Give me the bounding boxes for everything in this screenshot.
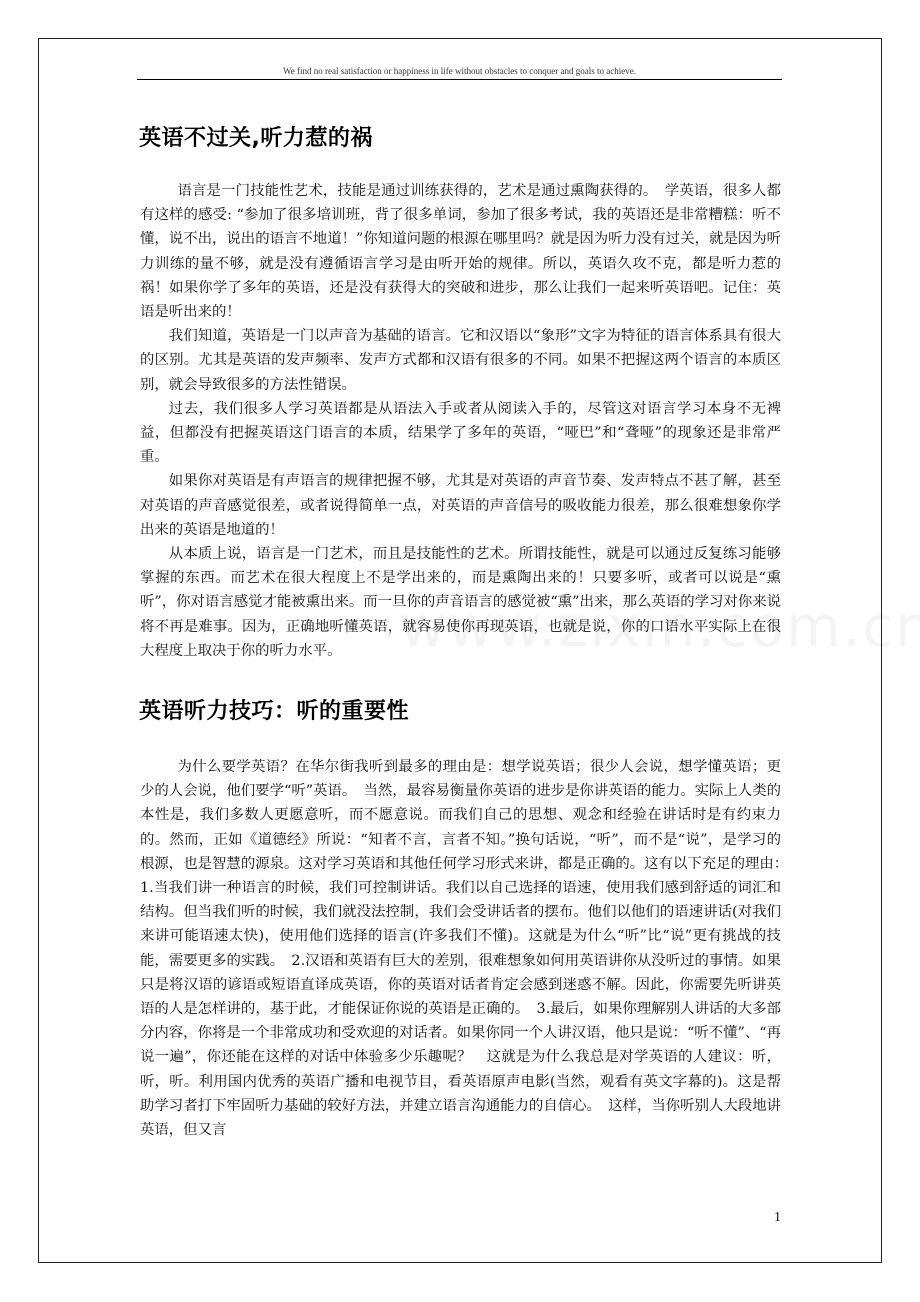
section-2-body (140, 755, 796, 1142)
page-number: 1 (774, 1210, 781, 1225)
paragraph: 过去，我们很多人学习英语都是从语法入手或者从阅读入手的，尽管这对语言学习本身不无裨益，但都没有把握英语这门语言的本质，结果学了多年的英语，“哑巴”和“聋哑”的现象还是非常严重。 (140, 400, 781, 466)
header-rule (137, 79, 782, 80)
paragraph: 为什么要学英语？在华尔街我听到最多的理由是：想学说英语；很少人会说，想学懂英语；更少的人会说，他们要学“听”英语。 当然，最容易衡量你英语的进步是你讲英语的能力。实际上人类的本性是，我们多数人更愿意听，而不愿意说。而我们自己的思想、观念和经验在讲话时是有约束力的。然而，正如《道德经》所说：“知者不言，言者不知。”换句话说，“听”，而不是“说”，是学习的根源，也是智慧的源泉。这对学习英语和其他任何学习形式来讲，都是正确的。这有以下充足的理由： 1.当我们讲一种语言的时候，我们可控制讲话。我们以自己选择的语速，使用我们感到舒适的词汇和结构。但当我们听的时候，我们就没法控制，我们会受讲话者的摆布。他们以他们的语速讲话(对我们来讲可能语速太快)，使用他们选择的语言(许多我们不懂)。这就是为什么“听”比“说”更有挑战的技能，需要更多的实践。 2.汉语和英语有巨大的差别，很难想象如何用英语讲你从没听过的事情。如果只是将汉语的谚语或短语直译成英语，你的英语对话者肯定会感到迷惑不解。因此，你需要先听讲英语的人是怎样讲的，基于此，才能保证你说的英语是正确的。 3.最后，如果你理解别人讲话的大多部分内容，你将是一个非常成功和受欢迎的对话者。如果你同一个人讲汉语，他只是说：“听不懂”、“再说一遍”，你还能在这样的对话中体验多少乐趣呢？ 这就是为什么我总是对学英语的人建议：听，听，听。利用国内优秀的英语广播和电视节目，看英语原声电影(当然，观看有英文字幕的)。这是帮助学习者打下牢固听力基础的较好方法，并建立语言沟通能力的自信心。 这样，当你听别人大段地讲英语，但又言 (140, 759, 796, 1139)
section-2-title: 英语听力技巧：听的重要性 (139, 699, 410, 724)
paragraph: 从本质上说，语言是一门艺术，而且是技能性的艺术。所谓技能性，就是可以通过反复练习能够掌握的东西。而艺术在很大程度上不是学出来的，而是熏陶出来的！只要多听，或者可以说是“熏听”，你对语言感觉才能被熏出来。而一旦你的声音语言的感觉被“熏”出来，那么英语的学习对你来说将不再是难事。因为，正确地听懂英语，就容易使你再现英语，也就是说，你的口语水平实际上在很大程度上取决于你的听力水平。 (140, 546, 781, 659)
header-quote: We find no real satisfaction or happiness in life without obstacles to conquer and goals to achieve. (283, 66, 636, 76)
paragraph: 我们知道，英语是一门以声音为基础的语言。它和汉语以“象形”文字为特征的语言体系具有很大的区别。尤其是英语的发声频率、发声方式都和汉语有很多的不同。如果不把握这两个语言的本质区别，就会导致很多的方法性错误。 (140, 328, 781, 393)
paragraph: 如果你对英语是有声语言的规律把握不够，尤其是对英语的声音节奏、发声特点不甚了解，甚至对英语的声音感觉很差，或者说得简单一点，对英语的声音信号的吸收能力很差，那么很难想象你学出来的英语是地道的！ (140, 473, 781, 538)
section-1-title: 英语不过关,听力惹的祸 (139, 126, 373, 151)
section-1-body (140, 179, 781, 663)
paragraph: 语言是一门技能性艺术，技能是通过训练获得的，艺术是通过熏陶获得的。 学英语，很多人都有这样的感受: “参加了很多培训班，背了很多单词，参加了很多考试，我的英语还是非常糟糕：听不懂，说不出，说出的语言不地道！”你知道问题的根源在哪里吗？就是因为听力没有过关，就是因为听力训练的量不够，就是没有遵循语言学习是由听开始的规律。所以，英语久攻不克，都是听力惹的祸！如果你学了多年的英语，还是没有获得大的突破和进步，那么让我们一起来听英语吧。记住：英语是听出来的！ (140, 183, 781, 321)
